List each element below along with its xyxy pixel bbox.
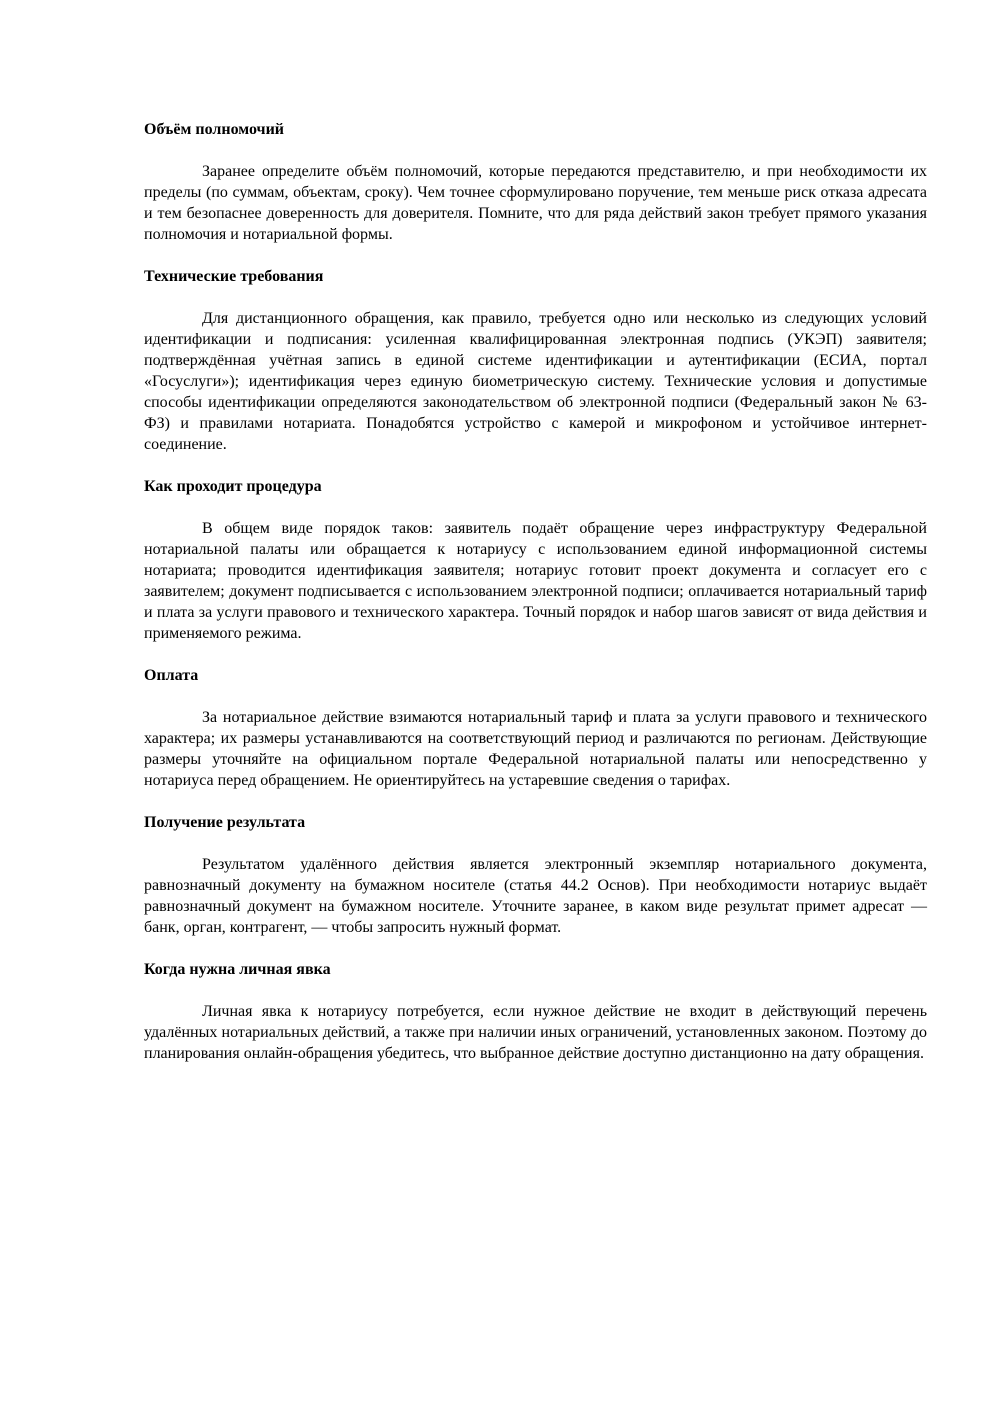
- section-heading: Получение результата: [144, 814, 306, 831]
- section-paragraph: Для дистанционного обращения, как правило, требуется одно или несколько из следующих условий идентификации и подписания: усиленная квалифицированная электронная подпись (УКЭП) заявителя; подтверждённая учётная запись в единой системе идентификации и аутентификации (ЕСИА, портал «Госуслуги»); идентификация через единую биометрическую систему. Технические условия и допустимые способы идентификации определяются законодательством об электронной подписи (Федеральный закон № 63-ФЗ) и правилами нотариата. Понадобятся устройство с камерой и микрофоном и устойчивое интернет-соединение.: [144, 310, 927, 453]
- section-heading: Технические требования: [144, 268, 324, 285]
- section-procedure: [144, 476, 927, 644]
- section-paragraph: За нотариальное действие взимаются нотариальный тариф и плата за услуги правового и технического характера; их размеры устанавливаются на соответствующий период и различаются по регионам. Действующие размеры уточняйте на официальном портале Федеральной нотариальной палаты или непосредственно у нотариуса перед обращением. Не ориентируйтесь на устаревшие сведения о тарифах.: [144, 709, 927, 789]
- section-payment: [144, 665, 927, 791]
- section-heading: Оплата: [144, 667, 199, 684]
- section-paragraph: Результатом удалённого действия является электронный экземпляр нотариального документа, равнозначный документу на бумажном носителе (статья 44.2 Основ). При необходимости нотариус выдаёт равнозначный документ на бумажном носителе. Уточните заранее, в каком виде результат примет адресат — банк, орган, контрагент, — чтобы запросить нужный формат.: [144, 856, 927, 936]
- section-heading: Объём полномочий: [144, 121, 285, 138]
- section-paragraph: В общем виде порядок таков: заявитель подаёт обращение через инфраструктуру Федеральной нотариальной палаты или обращается к нотариусу с использованием единой информационной системы нотариата; проводится идентификация заявителя; нотариус готовит проект документа и согласует его с заявителем; документ подписывается с использованием электронной подписи; оплачивается нотариальный тариф и плата за услуги правового и технического характера. Точный порядок и набор шагов зависят от вида действия и применяемого режима.: [144, 520, 927, 642]
- section-paragraph: Заранее определите объём полномочий, которые передаются представителю, и при необходимости их пределы (по суммам, объектам, сроку). Чем точнее сформулировано поручение, тем меньше риск отказа адресата и тем безопаснее доверенность для доверителя. Помните, что для ряда действий закон требует прямого указания полномочия и нотариальной формы.: [144, 163, 927, 243]
- section-technical-requirements: [144, 266, 927, 455]
- section-heading: Когда нужна личная явка: [144, 961, 331, 978]
- document-page: [144, 119, 927, 1085]
- section-paragraph: Личная явка к нотариусу потребуется, если нужное действие не входит в действующий перечень удалённых нотариальных действий, а также при наличии иных ограничений, установленных законом. Поэтому до планирования онлайн-обращения убедитесь, что выбранное действие доступно дистанционно на дату обращения.: [144, 1003, 927, 1062]
- section-heading: Как проходит процедура: [144, 478, 322, 495]
- section-personal-appearance: [144, 959, 927, 1064]
- section-receiving-result: [144, 812, 927, 938]
- section-scope-of-powers: [144, 119, 927, 245]
